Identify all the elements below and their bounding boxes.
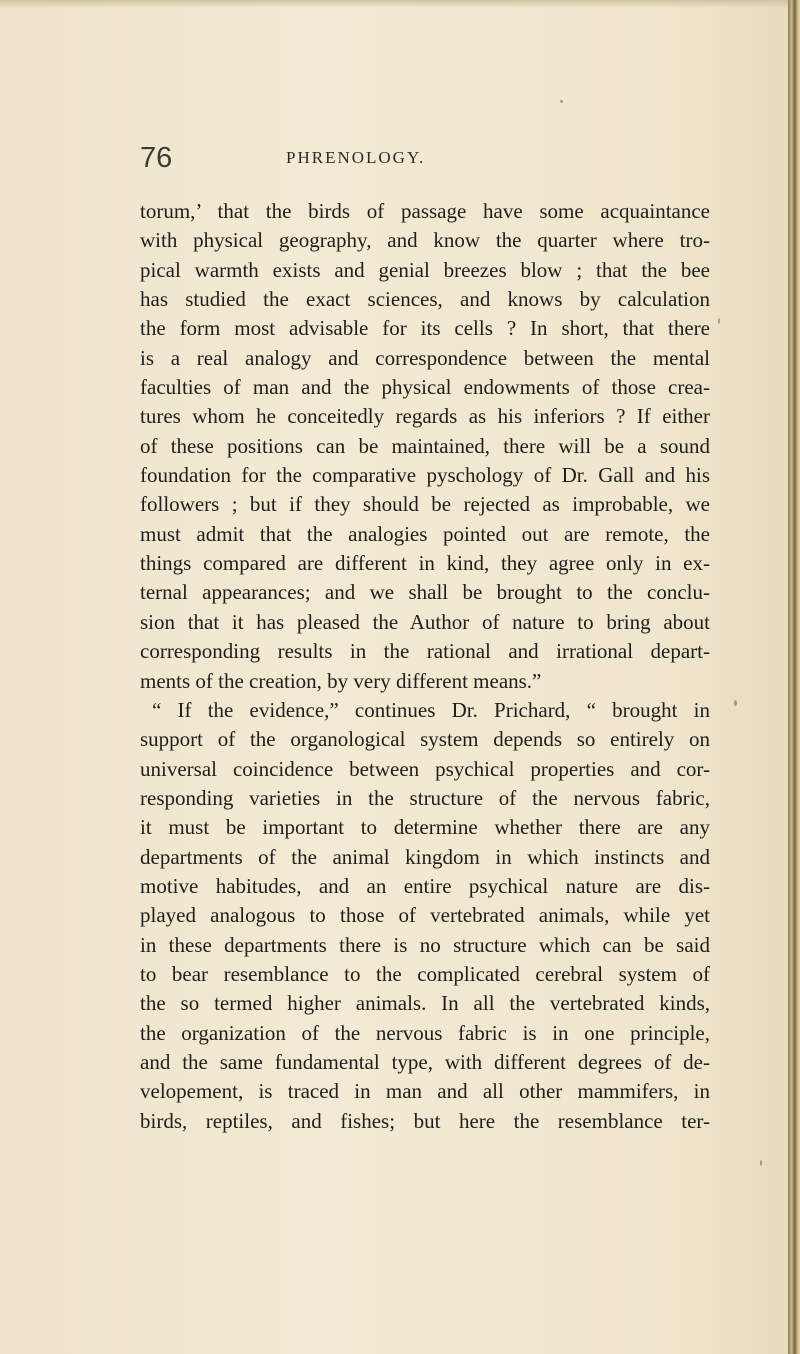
text-line: responding varieties in the structure of the nervous fabric, xyxy=(140,785,710,810)
text-line: the organization of the nervous fabric is in one principle, xyxy=(140,1020,710,1045)
text-line: corresponding results in the rational and irrational depart- xyxy=(140,639,710,664)
text-line: foundation for the comparative pyschology of Dr. Gall and his xyxy=(140,463,710,488)
paper-speck xyxy=(560,100,563,103)
text-line: followers ; but if they should be rejected as improbable, we xyxy=(140,492,710,517)
text-line: “ If the evidence,” continues Dr. Prichard, “ brought in xyxy=(152,697,710,722)
text-line: motive habitudes, and an entire psychical nature are dis- xyxy=(140,873,710,898)
text-line: universal coincidence between psychical properties and cor- xyxy=(140,756,710,781)
text-line: velopement, is traced in man and all other mammifers, in xyxy=(140,1079,710,1104)
running-title: PHRENOLOGY. xyxy=(286,148,426,167)
paper-speck xyxy=(760,1160,762,1166)
paper-speck xyxy=(718,318,720,324)
book-spine-edge xyxy=(788,0,800,1354)
text-line: faculties of man and the physical endowments of those crea- xyxy=(140,375,710,400)
text-line: played analogous to those of vertebrated animals, while yet xyxy=(140,903,710,928)
page-number: 76 xyxy=(140,142,173,174)
text-line: must admit that the analogies pointed out are remote, the xyxy=(140,521,710,546)
text-line: birds, reptiles, and fishes; but here the resemblance ter- xyxy=(140,1108,710,1133)
text-line: sion that it has pleased the Author of nature to bring about xyxy=(140,609,710,634)
text-line: ments of the creation, by very different means.” xyxy=(140,668,542,693)
text-line: with physical geography, and know the quarter where tro- xyxy=(140,228,710,253)
text-line: of these positions can be maintained, there will be a sound xyxy=(140,433,710,458)
text-line: in these departments there is no structure which can be said xyxy=(140,932,710,957)
text-line: pical warmth exists and genial breezes blow ; that the bee xyxy=(140,257,710,282)
text-line: things compared are different in kind, they agree only in ex- xyxy=(140,551,710,576)
text-line: support of the organological system depends so entirely on xyxy=(140,727,710,752)
text-line: tures whom he conceitedly regards as his inferiors ? If either xyxy=(140,404,710,429)
text-line: departments of the animal kingdom in which instincts and xyxy=(140,844,710,869)
text-line: the form most advisable for its cells ? In short, that there xyxy=(140,316,710,341)
text-line: has studied the exact sciences, and knows by calculation xyxy=(140,287,710,312)
text-line: ternal appearances; and we shall be brought to the conclu- xyxy=(140,580,710,605)
text-line: torum,’ that the birds of passage have some acquaintance xyxy=(140,199,710,223)
text-line: the so termed higher animals. In all the vertebrated kinds, xyxy=(140,991,710,1016)
body-text xyxy=(140,197,710,1136)
text-line: it must be important to determine whether there are any xyxy=(140,815,710,840)
paper-speck xyxy=(734,700,737,706)
text-line: and the same fundamental type, with different degrees of de- xyxy=(140,1049,710,1074)
text-line: is a real analogy and correspondence between the mental xyxy=(140,345,710,370)
page-top-shadow xyxy=(0,0,790,8)
running-head xyxy=(0,142,790,182)
text-line: to bear resemblance to the complicated cerebral system of xyxy=(140,961,710,986)
